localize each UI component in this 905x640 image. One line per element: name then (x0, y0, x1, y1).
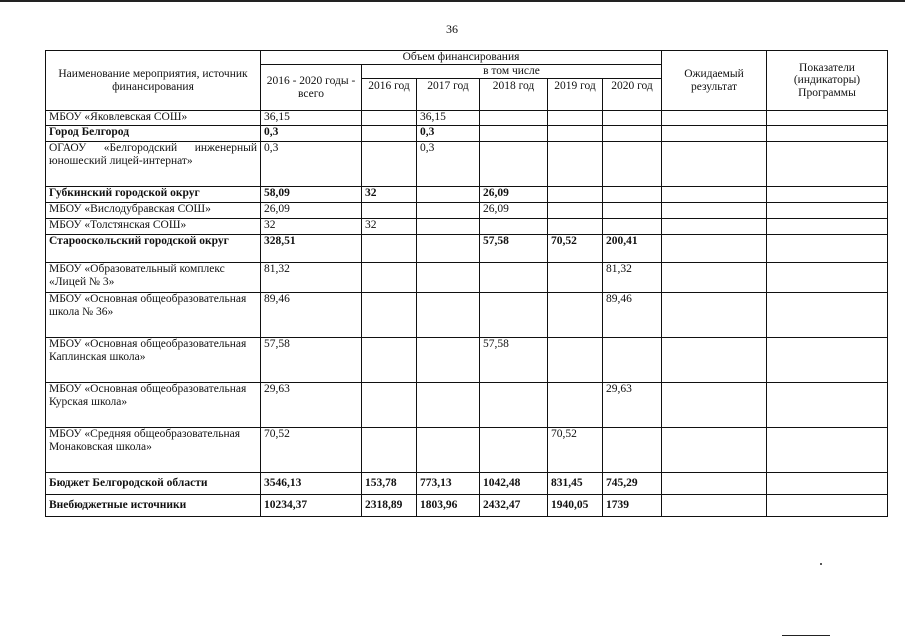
row-total: 10234,37 (261, 495, 362, 517)
row-total: 0,3 (261, 142, 362, 187)
row-2018: 1042,48 (480, 473, 548, 495)
row-indicators (767, 293, 888, 338)
table-row (46, 142, 888, 187)
row-2020 (603, 142, 662, 187)
table-row (46, 338, 888, 383)
row-2017: 0,3 (417, 142, 480, 187)
row-2017 (417, 187, 480, 203)
header-name: Наименование мероприятия, источник финансирования (46, 51, 261, 111)
table-row (46, 235, 888, 263)
row-2016 (362, 235, 417, 263)
row-2018: 57,58 (480, 338, 548, 383)
row-name: Губкинский городской округ (46, 187, 261, 203)
row-name: Внебюджетные источники (46, 495, 261, 517)
row-name: МБОУ «Основная общеобразовательная Курская школа» (46, 383, 261, 428)
row-total: 57,58 (261, 338, 362, 383)
row-indicators (767, 338, 888, 383)
row-2020: 89,46 (603, 293, 662, 338)
top-rule (0, 0, 905, 2)
row-result (662, 293, 767, 338)
row-total: 58,09 (261, 187, 362, 203)
row-result (662, 187, 767, 203)
row-total: 70,52 (261, 428, 362, 473)
row-total: 36,15 (261, 111, 362, 126)
table-row (46, 263, 888, 293)
row-2017 (417, 338, 480, 383)
row-total: 3546,13 (261, 473, 362, 495)
row-name: МБОУ «Основная общеобразовательная школа № 36» (46, 293, 261, 338)
row-2017 (417, 263, 480, 293)
row-2020 (603, 338, 662, 383)
row-2019 (548, 126, 603, 142)
row-2019: 1940,05 (548, 495, 603, 517)
row-2018 (480, 293, 548, 338)
row-2016: 153,78 (362, 473, 417, 495)
header-result: Ожидаемый результат (662, 51, 767, 111)
row-2020 (603, 126, 662, 142)
row-total: 81,32 (261, 263, 362, 293)
row-result (662, 203, 767, 219)
row-2020 (603, 187, 662, 203)
row-2017 (417, 203, 480, 219)
row-2019 (548, 263, 603, 293)
row-2016: 32 (362, 187, 417, 203)
table-row (46, 293, 888, 338)
row-name: МБОУ «Основная общеобразовательная Каплинская школа» (46, 338, 261, 383)
table-row (46, 187, 888, 203)
row-result (662, 111, 767, 126)
row-total: 328,51 (261, 235, 362, 263)
row-result (662, 263, 767, 293)
row-indicators (767, 235, 888, 263)
row-indicators (767, 495, 888, 517)
bottom-rule (782, 635, 830, 636)
row-2019: 70,52 (548, 235, 603, 263)
table-row (46, 428, 888, 473)
row-2018 (480, 111, 548, 126)
table-row (46, 126, 888, 142)
row-2017 (417, 219, 480, 235)
row-2020 (603, 111, 662, 126)
row-2016 (362, 203, 417, 219)
row-2019: 831,45 (548, 473, 603, 495)
table-row (46, 219, 888, 235)
row-2016 (362, 111, 417, 126)
row-name: Город Белгород (46, 126, 261, 142)
row-2019 (548, 219, 603, 235)
header-year-2016: 2016 год (362, 79, 417, 111)
row-total: 29,63 (261, 383, 362, 428)
row-2017: 1803,96 (417, 495, 480, 517)
row-2019 (548, 338, 603, 383)
row-2017: 0,3 (417, 126, 480, 142)
page-number: 36 (446, 22, 458, 36)
row-result (662, 428, 767, 473)
row-2016 (362, 126, 417, 142)
row-2017 (417, 428, 480, 473)
row-2017: 36,15 (417, 111, 480, 126)
row-2019 (548, 142, 603, 187)
row-2017 (417, 383, 480, 428)
row-name: МБОУ «Образовательный комплекс «Лицей № 3» (46, 263, 261, 293)
row-2020: 1739 (603, 495, 662, 517)
header-funding: Объем финансирования (261, 51, 662, 65)
row-result (662, 235, 767, 263)
row-2019: 70,52 (548, 428, 603, 473)
row-2016 (362, 142, 417, 187)
row-2019 (548, 111, 603, 126)
row-total: 32 (261, 219, 362, 235)
row-2016 (362, 428, 417, 473)
row-2016 (362, 293, 417, 338)
row-result (662, 142, 767, 187)
row-name: МБОУ «Средняя общеобразовательная Монаковская школа» (46, 428, 261, 473)
row-indicators (767, 187, 888, 203)
table-row (46, 111, 888, 126)
row-2018: 2432,47 (480, 495, 548, 517)
row-2017: 773,13 (417, 473, 480, 495)
row-2019 (548, 383, 603, 428)
row-name: МБОУ «Яковлевская СОШ» (46, 111, 261, 126)
row-name: МБОУ «Толстянская СОШ» (46, 219, 261, 235)
row-2017 (417, 293, 480, 338)
row-total: 26,09 (261, 203, 362, 219)
row-indicators (767, 219, 888, 235)
header-including: в том числе (362, 65, 662, 79)
row-result (662, 495, 767, 517)
row-2017 (417, 235, 480, 263)
header-indicators: Показатели (индикаторы) Программы (767, 51, 888, 111)
row-2020 (603, 428, 662, 473)
row-indicators (767, 111, 888, 126)
row-name: ОГАОУ «Белгородский инженерный юношеский лицей-интернат» (46, 142, 261, 187)
table-row (46, 495, 888, 517)
table-row (46, 203, 888, 219)
row-2020: 29,63 (603, 383, 662, 428)
row-indicators (767, 383, 888, 428)
header-total: 2016 - 2020 годы - всего (261, 65, 362, 111)
row-2019 (548, 293, 603, 338)
row-indicators (767, 473, 888, 495)
row-2018 (480, 428, 548, 473)
row-2018: 57,58 (480, 235, 548, 263)
row-name: Старооскольский городской округ (46, 235, 261, 263)
row-2018 (480, 142, 548, 187)
header-year-2018: 2018 год (480, 79, 548, 111)
row-total: 0,3 (261, 126, 362, 142)
row-2020: 81,32 (603, 263, 662, 293)
row-result (662, 383, 767, 428)
row-2019 (548, 203, 603, 219)
row-2019 (548, 187, 603, 203)
row-indicators (767, 263, 888, 293)
header-year-2019: 2019 год (548, 79, 603, 111)
row-result (662, 338, 767, 383)
row-2018 (480, 383, 548, 428)
row-2020: 745,29 (603, 473, 662, 495)
row-2016 (362, 338, 417, 383)
row-2018 (480, 263, 548, 293)
stray-mark (820, 563, 822, 565)
table-row (46, 383, 888, 428)
row-2018: 26,09 (480, 203, 548, 219)
header-year-2017: 2017 год (417, 79, 480, 111)
row-name: МБОУ «Вислодубравская СОШ» (46, 203, 261, 219)
row-result (662, 219, 767, 235)
row-indicators (767, 203, 888, 219)
row-2016 (362, 263, 417, 293)
row-2016 (362, 383, 417, 428)
row-result (662, 126, 767, 142)
row-2020 (603, 203, 662, 219)
header-year-2020: 2020 год (603, 79, 662, 111)
table-row (46, 473, 888, 495)
row-2018: 26,09 (480, 187, 548, 203)
funding-table (45, 50, 888, 517)
row-total: 89,46 (261, 293, 362, 338)
row-2020: 200,41 (603, 235, 662, 263)
row-2018 (480, 219, 548, 235)
row-2020 (603, 219, 662, 235)
row-name: Бюджет Белгородской области (46, 473, 261, 495)
row-2016: 32 (362, 219, 417, 235)
row-indicators (767, 142, 888, 187)
row-indicators (767, 428, 888, 473)
row-indicators (767, 126, 888, 142)
row-2016: 2318,89 (362, 495, 417, 517)
row-2018 (480, 126, 548, 142)
row-result (662, 473, 767, 495)
